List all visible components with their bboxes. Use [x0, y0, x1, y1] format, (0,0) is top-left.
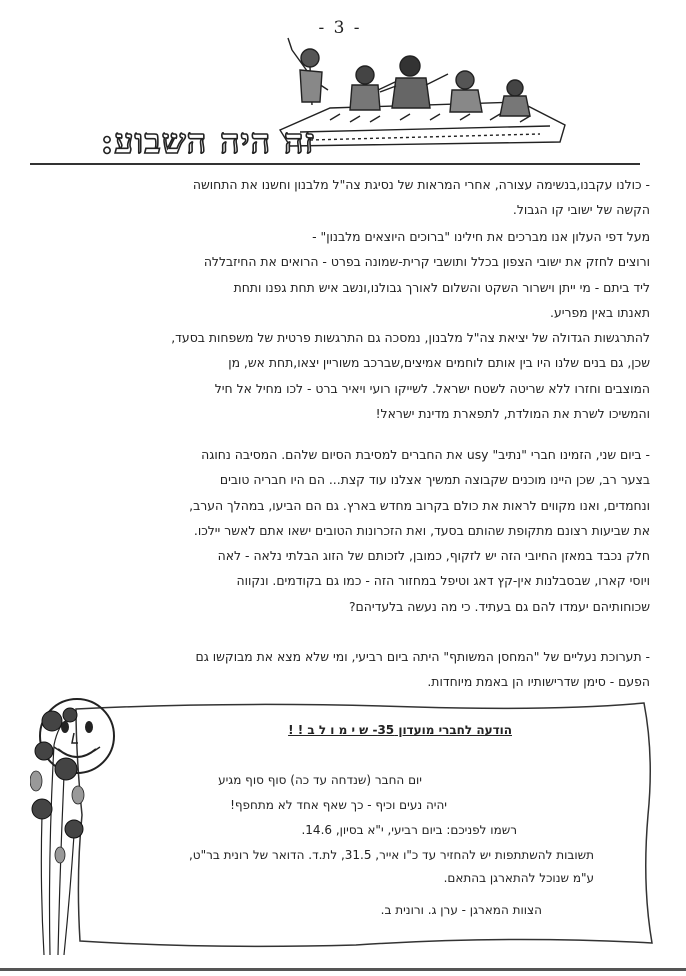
flowers-illustration	[30, 705, 90, 960]
text-line: והמשיכו לשרת את המולדת, לתפארת מדינת ישראל!	[375, 405, 650, 421]
text-line: ונחמדים, ואנו מקווים לראות את כולם בקרוב מחדש בארץ. גם הם הביעו, במהלך הערב,	[189, 497, 650, 513]
notice-line: רשמו לפניכם: ביום רביעי, י"א בסיון, 14.6.	[301, 823, 517, 837]
text-line: את שביעות רצונם מתקופת שהותם בסעד, ואת הזכרונות הטובים ישאו אתם לאשר יילכו.	[193, 522, 650, 538]
text-line: - תערוכת נעליים של "המחסן המשותף" היתה ביום רביעי, ומי שלא מצא את מבוקשו גם	[195, 649, 650, 664]
text-line: ורוצים לחזק את ישובי הצפון בכלל ותושבי קרית-שמונה בפרט - הרואים את החיזבללה	[203, 254, 650, 270]
text-line: - כולנו עקבנו,בנשימה עצורה, אחרי המראות של נסיגת צה"ל מלבנון וחשנו את התחושה	[192, 177, 650, 192]
text-line: שכוחותיהם יעמדו להם גם בעתיד. כי מה נעשה בלעדיהם?	[348, 598, 650, 614]
page-number: - 3 -	[318, 18, 362, 38]
article-paragraph-2	[48, 224, 650, 325]
article-paragraph-5	[48, 644, 650, 695]
notice-line: יום החבר (שנדחה עד כה) סוף סוף מגיע	[218, 773, 422, 787]
text-line: המוצבים וחזרו ללא שריטה לשטח ישראל. לשייקו רועי ויאיר ברט - לכו מחיל אל חיל	[214, 380, 650, 396]
text-line: שכן, גם בנים שלנו היו בין אותם לוחמים אמיצים,שברכב משוריין יצאו,תחת אש, מן	[228, 355, 650, 371]
text-line: חלק נכבד במאזן החיובי הזה יש לזקוף, כמובן, לזכותם של הזוג הבלתי נלאה - לאה	[217, 548, 650, 564]
text-line: ויוסי קארו, שבסבלנות אין-קץ דאג וטיפל במחזור הזה - כמו גם בקודמים. ונקווה	[236, 573, 650, 589]
article-paragraph-4	[48, 442, 650, 619]
text-line: הקשה של ישובי קו הגבול.	[512, 202, 650, 218]
soldiers-illustration	[270, 30, 570, 150]
article-paragraph-1	[48, 172, 650, 223]
section-title: זה היה השבוע:	[100, 122, 315, 162]
notice-line: יהיה נעים וכיף - כך שאף אחד לא מתחפף!	[230, 798, 447, 812]
bottom-rule	[0, 968, 686, 971]
notice-title: הודעה לחברי מועדון 35- ש י מ ו ל ב ! !	[288, 723, 512, 737]
notice-line: תשובות להשתתפות יש להחזיר עד כ"ו אייר, 31.5, לת.ד. הדואר של רונית בר"ט,	[188, 848, 594, 862]
notice-line: הצוות המארגן - ערן ג. ורונית ב.	[380, 903, 542, 917]
text-line: - ביום שני, הזמינו חברי "נתיב" usy את החברים למסיבת הסיום שלהם. המסיבה נחוגה	[201, 447, 650, 462]
notice-line: ע"מ שנוכל להתארגן בהתאם.	[443, 871, 594, 885]
text-line: ליד ביתם - מי ייתן וישרור השקט והשלום לאורך גבולנו,ונשב איש תחת גפנו ותחת	[233, 279, 650, 295]
text-line: בצער רב, שכן היינו מוכנים שקבוצה תמשיך אצלנו עוד קצת... הם היו חבריה טובים	[219, 472, 650, 488]
header-rule	[30, 163, 640, 165]
article-paragraph-3	[48, 325, 650, 426]
text-line: תאנתו באין מפריע.	[550, 304, 650, 320]
club-notice-box	[36, 695, 662, 955]
text-line: מעל דפי העלון אנו מברכים את חילינו "ברוכים היוצאים מלבנון" -	[312, 229, 650, 244]
text-line: להתרגשות הגדולה של יציאת צה"ל מלבנון, נמסכה גם התרגשות פרטית של משפחות בסעד,	[171, 330, 650, 345]
text-line: הפעם - סימן שדרישותיו הן באמת מיוחדות.	[427, 674, 650, 690]
